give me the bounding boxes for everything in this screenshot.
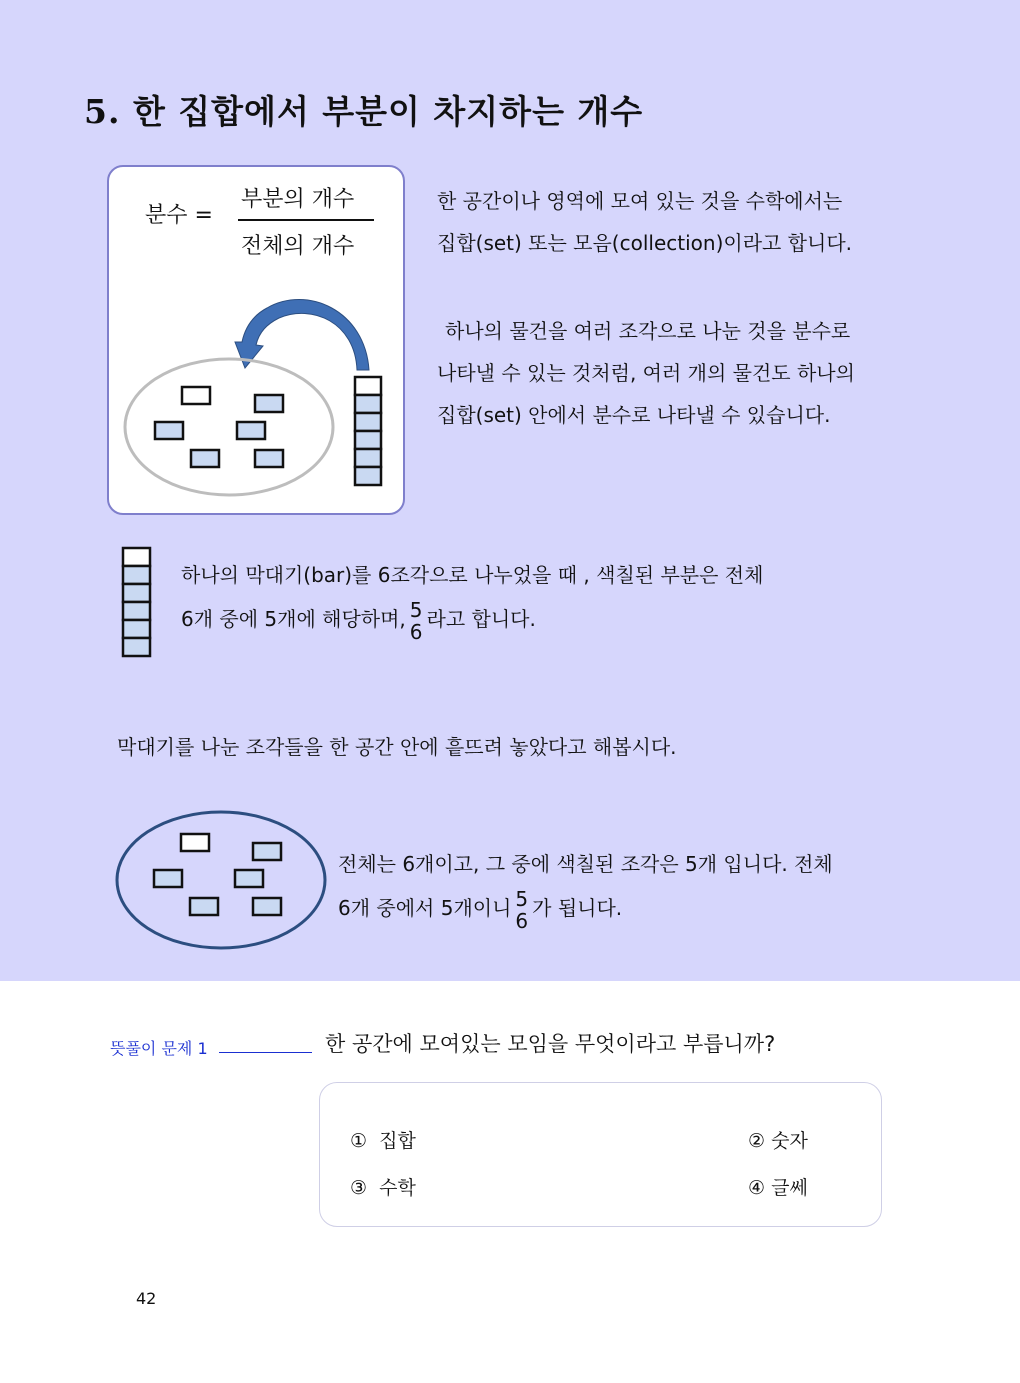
scatter-sentence: 막대기를 나눈 조각들을 한 공간 안에 흩뜨려 놓았다고 해봅시다. [117, 735, 677, 759]
formula-label: 분수 = [145, 203, 213, 228]
page-title: 5. 한 집합에서 부분이 차지하는 개수 [84, 92, 644, 131]
choices-box [319, 1082, 882, 1227]
fraction-five-sixths: 5 6 [515, 886, 529, 933]
intro-line-5: 집합(set) 안에서 분수로 나타낼 수 있습니다. [437, 403, 831, 427]
fraction-five-sixths: 5 6 [409, 597, 423, 644]
quiz-underline [219, 1052, 312, 1053]
intro-line-2: 집합(set) 또는 모음(collection)이라고 합니다. [437, 231, 853, 255]
piece-shaded [255, 395, 283, 412]
bar-line-1: 하나의 막대기(bar)를 6조각으로 나누었을 때 , 색칠된 부분은 전체 [181, 563, 764, 587]
curved-arrow-icon [235, 300, 369, 370]
piece-shaded [155, 422, 183, 439]
result-explanation [338, 842, 833, 932]
fraction-bar [238, 219, 374, 221]
piece-shaded [191, 450, 219, 467]
page-number: 42 [136, 1289, 157, 1308]
set-illustration [107, 290, 405, 510]
formula-denominator: 전체의 개수 [241, 234, 355, 259]
intro-paragraph-1 [437, 180, 852, 264]
result-line-1: 전체는 6개이고, 그 중에 색칠된 조각은 5개 입니다. 전체 [338, 852, 833, 876]
quiz-label: 뜻풀이 문제 1 [110, 1039, 208, 1058]
intro-line-3: 하나의 물건을 여러 조각으로 나눈 것을 분수로 [445, 319, 851, 343]
scattered-set-figure [113, 808, 333, 954]
choice-2[interactable]: ② 숫자 [748, 1130, 808, 1152]
bar-six-pieces [355, 377, 381, 485]
intro-line-4: 나타낼 수 있는 것처럼, 여러 개의 물건도 하나의 [437, 361, 855, 385]
bar-line-2: 6개 중에 5개에 해당하며, 5 6 라고 합니다. [181, 597, 536, 644]
choice-1[interactable]: ① 집합 [350, 1130, 416, 1152]
formula-numerator: 부분의 개수 [241, 187, 355, 212]
piece-shaded [255, 450, 283, 467]
piece-shaded [237, 422, 265, 439]
quiz-question: 한 공간에 모여있는 모임을 무엇이라고 부릅니까? [325, 1032, 776, 1056]
choice-3[interactable]: ③ 수학 [350, 1177, 416, 1199]
choice-4[interactable]: ④ 글쎄 [748, 1177, 808, 1199]
bar-figure [119, 545, 155, 661]
bar-explanation [181, 553, 763, 643]
intro-paragraph-2 [437, 310, 855, 436]
result-line-2: 6개 중에서 5개이니 5 6 가 됩니다. [338, 886, 623, 933]
piece-white [182, 387, 210, 404]
intro-line-1: 한 공간이나 영역에 모여 있는 것을 수학에서는 [437, 189, 843, 213]
